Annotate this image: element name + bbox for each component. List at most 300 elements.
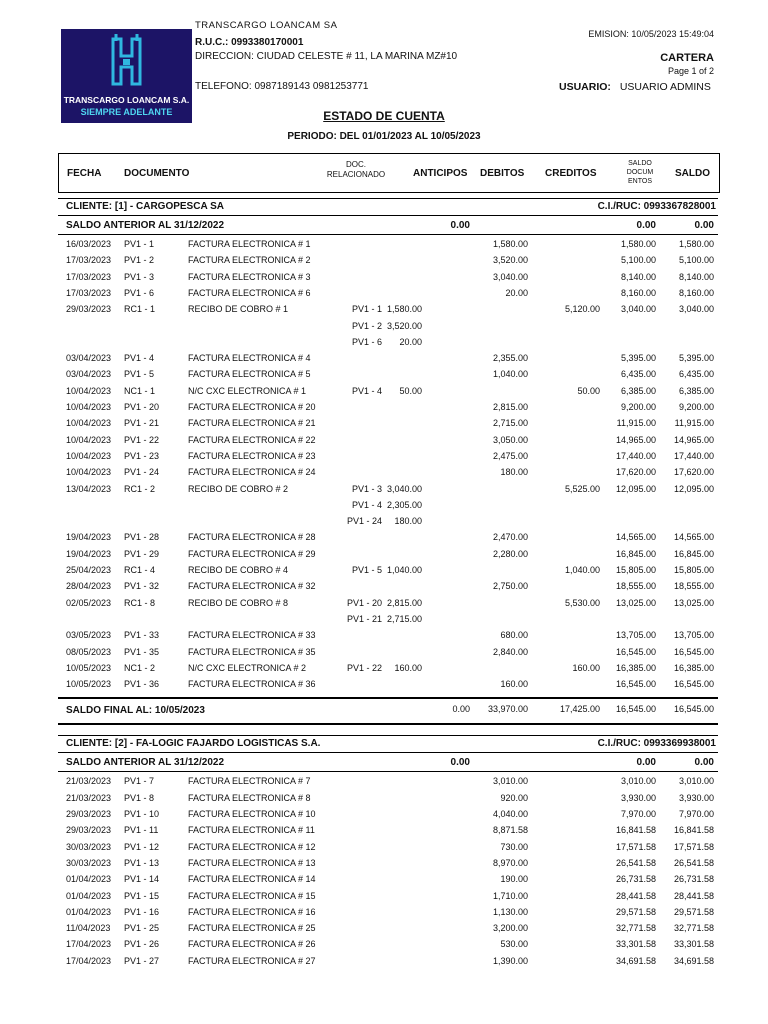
row-documento: PV1 - 3 — [124, 271, 155, 282]
row-descripcion: FACTURA ELECTRONICA # 13 — [188, 857, 316, 868]
row-saldo: 13,025.00 — [673, 597, 714, 608]
table-row — [58, 253, 718, 269]
table-row — [58, 482, 718, 498]
report-period: PERIODO: DEL 01/01/2023 AL 10/05/2023 — [287, 131, 481, 142]
client-title: CLIENTE: [1] - CARGOPESCA SA — [66, 201, 224, 212]
report-title: ESTADO DE CUENTA — [323, 109, 445, 123]
row-saldo: 16,545.00 — [673, 679, 714, 690]
row-documento: PV1 - 36 — [124, 679, 160, 690]
table-row — [58, 514, 718, 530]
row-documento: PV1 - 4 — [124, 353, 155, 364]
row-saldo-documentos: 5,100.00 — [620, 255, 656, 266]
row-fecha: 03/04/2023 — [66, 369, 112, 380]
row-creditos: 50.00 — [577, 385, 600, 396]
row-fecha: 21/03/2023 — [66, 776, 112, 787]
saldo-final-anticipos: 0.00 — [452, 704, 470, 715]
table-row — [58, 400, 718, 416]
row-fecha: 01/04/2023 — [66, 906, 112, 917]
row-descripcion: FACTURA ELECTRONICA # 1 — [188, 239, 311, 249]
row-doc-relacionado-monto: 3,520.00 — [386, 320, 422, 331]
row-saldo-documentos: 29,571.58 — [615, 906, 656, 917]
row-documento: PV1 - 26 — [124, 939, 160, 950]
section-title: CARTERA — [660, 52, 714, 64]
row-fecha: 17/04/2023 — [66, 955, 112, 966]
row-debitos: 680.00 — [500, 630, 528, 641]
row-fecha: 17/03/2023 — [66, 271, 112, 282]
row-doc-relacionado: PV1 - 6 — [351, 336, 382, 347]
row-descripcion: FACTURA ELECTRONICA # 23 — [188, 450, 316, 461]
row-debitos: 1,710.00 — [492, 890, 528, 901]
row-descripcion: FACTURA ELECTRONICA # 16 — [188, 906, 316, 917]
table-row — [58, 270, 718, 286]
row-doc-relacionado-monto: 1,580.00 — [386, 304, 422, 315]
row-creditos: 5,525.00 — [564, 483, 600, 494]
row-creditos: 1,040.00 — [564, 565, 600, 575]
row-saldo-documentos: 7,970.00 — [620, 809, 656, 819]
row-documento: RC1 - 1 — [124, 304, 156, 315]
row-saldo: 6,435.00 — [678, 369, 714, 380]
row-saldo-documentos: 13,025.00 — [615, 597, 656, 608]
col-creditos: CREDITOS — [545, 168, 597, 179]
row-doc-relacionado: PV1 - 20 — [346, 597, 382, 608]
col-saldo: SALDO — [675, 168, 710, 179]
table-row — [58, 954, 718, 970]
row-fecha: 10/04/2023 — [66, 467, 112, 478]
row-descripcion: RECIBO DE COBRO # 8 — [188, 597, 289, 608]
row-debitos: 3,040.00 — [492, 271, 528, 282]
row-saldo: 11,915.00 — [674, 418, 714, 429]
row-documento: PV1 - 15 — [124, 890, 160, 901]
table-row — [58, 384, 718, 400]
table-row — [58, 840, 718, 856]
row-doc-relacionado-monto: 2,715.00 — [386, 613, 422, 624]
row-saldo-documentos: 8,140.00 — [620, 271, 656, 282]
col-fecha: FECHA — [67, 168, 102, 179]
row-fecha: 10/04/2023 — [66, 418, 112, 429]
row-debitos: 2,815.00 — [492, 402, 528, 412]
row-saldo: 14,565.00 — [673, 532, 714, 543]
row-debitos: 180.00 — [500, 467, 528, 478]
col-saldo-documentos: SALDO DOCUM ENTOS — [626, 160, 654, 185]
row-doc-relacionado-monto: 1,040.00 — [386, 565, 422, 575]
row-descripcion: FACTURA ELECTRONICA # 4 — [188, 353, 311, 364]
table-row — [58, 579, 718, 595]
row-documento: PV1 - 16 — [124, 906, 160, 917]
row-fecha: 29/03/2023 — [66, 304, 112, 315]
row-saldo: 17,571.58 — [673, 841, 714, 852]
row-saldo: 3,040.00 — [678, 304, 714, 315]
table-row — [58, 319, 718, 335]
row-documento: PV1 - 2 — [124, 255, 155, 266]
row-saldo: 32,771.58 — [673, 923, 714, 934]
page-number: Page 1 of 2 — [667, 66, 714, 76]
row-fecha: 16/03/2023 — [66, 239, 112, 249]
row-saldo-documentos: 6,435.00 — [620, 369, 656, 380]
saldo-anterior-anticipos: 0.00 — [450, 757, 470, 769]
saldo-anterior-row — [58, 218, 718, 235]
row-creditos: 5,120.00 — [564, 304, 600, 315]
row-documento: PV1 - 8 — [124, 792, 155, 803]
table-row — [58, 351, 718, 367]
row-fecha: 30/03/2023 — [66, 841, 112, 852]
table-row — [58, 449, 718, 465]
row-saldo-documentos: 3,010.00 — [620, 776, 656, 787]
table-row — [58, 465, 718, 481]
row-fecha: 19/04/2023 — [66, 532, 112, 543]
row-saldo: 33,301.58 — [673, 939, 714, 950]
row-descripcion: FACTURA ELECTRONICA # 21 — [188, 418, 316, 429]
table-row — [58, 628, 718, 644]
row-debitos: 3,200.00 — [492, 923, 528, 934]
row-doc-relacionado-monto: 2,305.00 — [386, 499, 422, 510]
row-saldo: 3,930.00 — [678, 792, 714, 803]
row-documento: PV1 - 28 — [124, 532, 160, 543]
table-row — [58, 677, 718, 693]
row-doc-relacionado-monto: 160.00 — [394, 662, 422, 673]
row-fecha: 19/04/2023 — [66, 548, 112, 559]
table-row — [58, 856, 718, 872]
row-saldo: 17,440.00 — [673, 450, 714, 461]
logo-motto: SIEMPRE ADELANTE — [80, 107, 173, 117]
row-descripcion: FACTURA ELECTRONICA # 14 — [188, 874, 316, 885]
row-descripcion: FACTURA ELECTRONICA # 20 — [188, 402, 316, 412]
row-fecha: 11/04/2023 — [66, 923, 111, 934]
row-saldo-documentos: 16,545.00 — [615, 646, 656, 657]
row-debitos: 20.00 — [505, 287, 528, 298]
row-saldo: 17,620.00 — [673, 467, 714, 478]
row-saldo-documentos: 5,395.00 — [620, 353, 656, 364]
table-row — [58, 889, 718, 905]
col-doc-relacionado: DOC. RELACIONADO — [326, 160, 386, 179]
row-saldo-documentos: 11,915.00 — [616, 418, 656, 429]
row-descripcion: FACTURA ELECTRONICA # 35 — [188, 646, 316, 657]
row-saldo-documentos: 9,200.00 — [620, 402, 656, 412]
row-documento: PV1 - 23 — [124, 450, 160, 461]
row-documento: PV1 - 14 — [124, 874, 160, 885]
row-fecha: 30/03/2023 — [66, 857, 112, 868]
saldo-anterior-anticipos: 0.00 — [450, 220, 470, 231]
client-ruc: C.I./RUC: 0993367828001 — [597, 201, 716, 212]
row-saldo-documentos: 15,805.00 — [615, 565, 656, 575]
client-header — [58, 735, 718, 753]
table-row — [58, 774, 718, 790]
row-fecha: 03/05/2023 — [66, 630, 112, 641]
row-descripcion: FACTURA ELECTRONICA # 11 — [188, 825, 315, 836]
row-saldo-documentos: 13,705.00 — [615, 630, 656, 641]
row-saldo: 5,100.00 — [678, 255, 714, 266]
row-descripcion: FACTURA ELECTRONICA # 15 — [188, 890, 316, 901]
row-debitos: 2,470.00 — [492, 532, 528, 543]
row-fecha: 10/04/2023 — [66, 402, 112, 412]
table-row — [58, 645, 718, 661]
row-saldo: 18,555.00 — [673, 581, 714, 592]
user-value: USUARIO ADMINS — [619, 81, 711, 93]
row-saldo: 16,845.00 — [673, 548, 714, 559]
row-fecha: 25/04/2023 — [66, 565, 112, 575]
row-saldo: 8,160.00 — [678, 287, 714, 298]
table-row — [58, 530, 718, 546]
company-phone: TELEFONO: 0987189143 0981253771 — [195, 81, 369, 92]
saldo-final-label: SALDO FINAL AL: 10/05/2023 — [66, 705, 205, 717]
client-header — [58, 198, 718, 216]
row-saldo-documentos: 14,965.00 — [615, 434, 656, 445]
table-row — [58, 433, 718, 449]
row-saldo: 26,541.58 — [673, 857, 714, 868]
row-doc-relacionado: PV1 - 2 — [351, 320, 382, 331]
row-documento: PV1 - 32 — [124, 581, 160, 592]
saldo-anterior-saldo: 0.00 — [694, 220, 714, 231]
row-descripcion: FACTURA ELECTRONICA # 2 — [188, 255, 311, 266]
row-debitos: 3,050.00 — [492, 434, 528, 445]
row-fecha: 10/04/2023 — [66, 434, 112, 445]
table-row — [58, 302, 718, 318]
row-descripcion: FACTURA ELECTRONICA # 26 — [188, 939, 316, 950]
row-doc-relacionado-monto: 20.00 — [399, 336, 422, 347]
row-debitos: 2,355.00 — [492, 353, 528, 364]
row-documento: PV1 - 7 — [124, 776, 155, 787]
row-saldo: 26,731.58 — [673, 874, 714, 885]
row-debitos: 530.00 — [500, 939, 528, 950]
row-saldo-documentos: 34,691.58 — [615, 955, 656, 966]
table-row — [58, 416, 718, 432]
row-saldo: 12,095.00 — [673, 483, 714, 494]
row-saldo: 3,010.00 — [678, 776, 714, 787]
table-header — [58, 153, 720, 193]
saldo-final-saldo-documentos: 16,545.00 — [615, 704, 656, 715]
row-descripcion: FACTURA ELECTRONICA # 25 — [188, 923, 316, 934]
row-descripcion: FACTURA ELECTRONICA # 27 — [188, 955, 316, 966]
row-debitos: 2,840.00 — [492, 646, 528, 657]
row-documento: RC1 - 2 — [124, 483, 156, 494]
row-documento: RC1 - 4 — [124, 565, 156, 575]
table-row — [58, 612, 718, 628]
row-saldo: 29,571.58 — [673, 906, 714, 917]
row-descripcion: N/C CXC ELECTRONICA # 1 — [188, 385, 307, 396]
row-doc-relacionado-monto: 50.00 — [399, 385, 422, 396]
saldo-anterior-saldo-doc: 0.00 — [636, 757, 656, 769]
row-fecha: 29/03/2023 — [66, 809, 112, 819]
row-fecha: 10/04/2023 — [66, 450, 112, 461]
row-fecha: 13/04/2023 — [66, 483, 112, 494]
saldo-final-creditos: 17,425.00 — [559, 704, 600, 715]
row-debitos: 2,750.00 — [492, 581, 528, 592]
row-documento: PV1 - 5 — [124, 369, 155, 380]
row-fecha: 10/05/2023 — [66, 662, 112, 673]
row-fecha: 28/04/2023 — [66, 581, 112, 592]
row-saldo-documentos: 12,095.00 — [615, 483, 656, 494]
saldo-anterior-saldo: 0.00 — [694, 757, 714, 769]
row-documento: PV1 - 6 — [124, 287, 155, 298]
row-fecha: 21/03/2023 — [66, 792, 112, 803]
row-descripcion: N/C CXC ELECTRONICA # 2 — [188, 662, 307, 673]
row-doc-relacionado: PV1 - 4 — [351, 499, 382, 510]
row-documento: PV1 - 35 — [124, 646, 160, 657]
row-descripcion: RECIBO DE COBRO # 4 — [188, 565, 289, 575]
row-descripcion: RECIBO DE COBRO # 2 — [188, 483, 289, 494]
table-row — [58, 791, 718, 807]
row-documento: NC1 - 1 — [124, 385, 156, 396]
table-row — [58, 872, 718, 888]
row-debitos: 1,130.00 — [492, 906, 528, 917]
company-name: TRANSCARGO LOANCAM SA — [195, 20, 338, 31]
row-fecha: 17/03/2023 — [66, 287, 112, 298]
row-descripcion: FACTURA ELECTRONICA # 8 — [188, 792, 311, 803]
row-fecha: 29/03/2023 — [66, 825, 112, 836]
col-anticipos: ANTICIPOS — [413, 168, 468, 179]
row-saldo: 8,140.00 — [678, 271, 714, 282]
table-row — [58, 498, 718, 514]
saldo-anterior-saldo-doc: 0.00 — [636, 220, 656, 231]
company-address: DIRECCION: CIUDAD CELESTE # 11, LA MARINA MZ#10 — [195, 51, 458, 62]
logo-icon — [61, 29, 192, 95]
logo-company-name: TRANSCARGO LOANCAM S.A. — [63, 95, 190, 105]
client-ruc: C.I./RUC: 0993369938001 — [597, 738, 716, 750]
table-row — [58, 905, 718, 921]
row-saldo-documentos: 18,555.00 — [615, 581, 656, 592]
row-debitos: 1,390.00 — [492, 955, 528, 966]
row-descripcion: FACTURA ELECTRONICA # 12 — [188, 841, 316, 852]
row-doc-relacionado-monto: 180.00 — [394, 516, 422, 527]
row-saldo-documentos: 17,571.58 — [615, 841, 656, 852]
row-saldo-documentos: 32,771.58 — [615, 923, 656, 934]
row-documento: PV1 - 24 — [124, 467, 160, 478]
row-saldo: 16,385.00 — [673, 662, 714, 673]
row-documento: PV1 - 10 — [124, 809, 160, 819]
row-fecha: 17/03/2023 — [66, 255, 112, 266]
saldo-final-debitos: 33,970.00 — [487, 704, 528, 715]
row-saldo-documentos: 16,385.00 — [615, 662, 656, 673]
row-descripcion: FACTURA ELECTRONICA # 10 — [188, 809, 316, 819]
row-descripcion: FACTURA ELECTRONICA # 6 — [188, 287, 311, 298]
table-row — [58, 937, 718, 953]
row-doc-relacionado: PV1 - 22 — [346, 662, 382, 673]
row-doc-relacionado: PV1 - 5 — [351, 565, 382, 575]
row-doc-relacionado: PV1 - 21 — [346, 613, 382, 624]
row-doc-relacionado: PV1 - 3 — [351, 483, 382, 494]
row-descripcion: FACTURA ELECTRONICA # 36 — [188, 679, 316, 690]
row-documento: NC1 - 2 — [124, 662, 156, 673]
row-fecha: 17/04/2023 — [66, 939, 112, 950]
row-saldo: 5,395.00 — [678, 353, 714, 364]
row-documento: PV1 - 21 — [124, 418, 160, 429]
row-descripcion: FACTURA ELECTRONICA # 33 — [188, 630, 316, 641]
saldo-anterior-label: SALDO ANTERIOR AL 31/12/2022 — [66, 757, 225, 769]
table-row — [58, 547, 718, 563]
row-saldo: 16,545.00 — [673, 646, 714, 657]
company-ruc: R.U.C.: 0993380170001 — [195, 37, 304, 48]
row-descripcion: FACTURA ELECTRONICA # 32 — [188, 581, 316, 592]
row-creditos: 160.00 — [572, 662, 600, 673]
table-row — [58, 921, 718, 937]
saldo-final-saldo: 16,545.00 — [673, 704, 714, 715]
row-saldo-documentos: 16,545.00 — [615, 679, 656, 690]
row-debitos: 1,040.00 — [492, 369, 528, 380]
table-row — [58, 563, 718, 579]
saldo-final-row — [58, 697, 718, 725]
col-debitos: DEBITOS — [480, 168, 525, 179]
row-documento: PV1 - 29 — [124, 548, 160, 559]
client-title: CLIENTE: [2] - FA-LOGIC FAJARDO LOGISTICAS S.A. — [66, 738, 321, 750]
row-creditos: 5,530.00 — [564, 597, 600, 608]
row-saldo-documentos: 28,441.58 — [615, 890, 656, 901]
table-row — [58, 367, 718, 383]
row-debitos: 2,715.00 — [492, 418, 528, 429]
row-doc-relacionado: PV1 - 24 — [346, 516, 382, 527]
row-saldo-documentos: 33,301.58 — [615, 939, 656, 950]
row-saldo: 1,580.00 — [678, 239, 714, 249]
col-documento: DOCUMENTO — [124, 168, 190, 179]
row-debitos: 2,280.00 — [492, 548, 528, 559]
row-fecha: 01/04/2023 — [66, 890, 112, 901]
table-row — [58, 286, 718, 302]
row-documento: PV1 - 1 — [124, 239, 155, 249]
row-debitos: 8,871.58 — [492, 825, 528, 836]
row-descripcion: FACTURA ELECTRONICA # 22 — [188, 434, 316, 445]
row-fecha: 02/05/2023 — [66, 597, 112, 608]
row-descripcion: FACTURA ELECTRONICA # 29 — [188, 548, 316, 559]
row-debitos: 730.00 — [500, 841, 528, 852]
row-saldo: 13,705.00 — [673, 630, 714, 641]
row-debitos: 920.00 — [500, 792, 528, 803]
row-documento: PV1 - 20 — [124, 402, 160, 412]
row-debitos: 190.00 — [500, 874, 528, 885]
row-doc-relacionado: PV1 - 4 — [351, 385, 382, 396]
row-saldo-documentos: 8,160.00 — [620, 287, 656, 298]
row-saldo-documentos: 17,620.00 — [615, 467, 656, 478]
row-descripcion: FACTURA ELECTRONICA # 5 — [188, 369, 311, 380]
row-fecha: 10/04/2023 — [66, 385, 112, 396]
row-saldo-documentos: 3,040.00 — [620, 304, 656, 315]
emission-date: EMISION: 10/05/2023 15:49:04 — [588, 29, 714, 39]
table-row — [58, 661, 718, 677]
row-descripcion: FACTURA ELECTRONICA # 24 — [188, 467, 316, 478]
row-fecha: 01/04/2023 — [66, 874, 112, 885]
row-descripcion: RECIBO DE COBRO # 1 — [188, 304, 289, 315]
row-documento: PV1 - 12 — [124, 841, 160, 852]
row-documento: PV1 - 25 — [124, 923, 160, 934]
table-row — [58, 237, 718, 253]
row-saldo: 9,200.00 — [678, 402, 714, 412]
saldo-anterior-label: SALDO ANTERIOR AL 31/12/2022 — [66, 220, 225, 231]
row-debitos: 1,580.00 — [492, 239, 528, 249]
row-doc-relacionado: PV1 - 1 — [351, 304, 382, 315]
row-saldo-documentos: 3,930.00 — [620, 792, 656, 803]
row-descripcion: FACTURA ELECTRONICA # 3 — [188, 271, 311, 282]
table-row — [58, 335, 718, 351]
row-documento: PV1 - 33 — [124, 630, 160, 641]
row-saldo-documentos: 26,541.58 — [615, 857, 656, 868]
row-documento: PV1 - 13 — [124, 857, 160, 868]
table-row — [58, 823, 718, 839]
user-label: USUARIO: — [559, 81, 611, 93]
table-row — [58, 596, 718, 612]
row-debitos: 160.00 — [500, 679, 528, 690]
row-saldo-documentos: 16,845.00 — [615, 548, 656, 559]
row-debitos: 3,010.00 — [492, 776, 528, 787]
row-debitos: 2,475.00 — [492, 450, 528, 461]
row-documento: PV1 - 27 — [124, 955, 160, 966]
row-doc-relacionado-monto: 2,815.00 — [386, 597, 422, 608]
row-fecha: 08/05/2023 — [66, 646, 112, 657]
row-documento: PV1 - 22 — [124, 434, 160, 445]
row-documento: RC1 - 8 — [124, 597, 156, 608]
row-saldo-documentos: 6,385.00 — [620, 385, 656, 396]
row-fecha: 10/05/2023 — [66, 679, 112, 690]
row-saldo: 28,441.58 — [673, 890, 714, 901]
row-saldo: 16,841.58 — [673, 825, 714, 836]
row-descripcion: FACTURA ELECTRONICA # 7 — [188, 776, 311, 787]
row-documento: PV1 - 11 — [124, 825, 159, 836]
